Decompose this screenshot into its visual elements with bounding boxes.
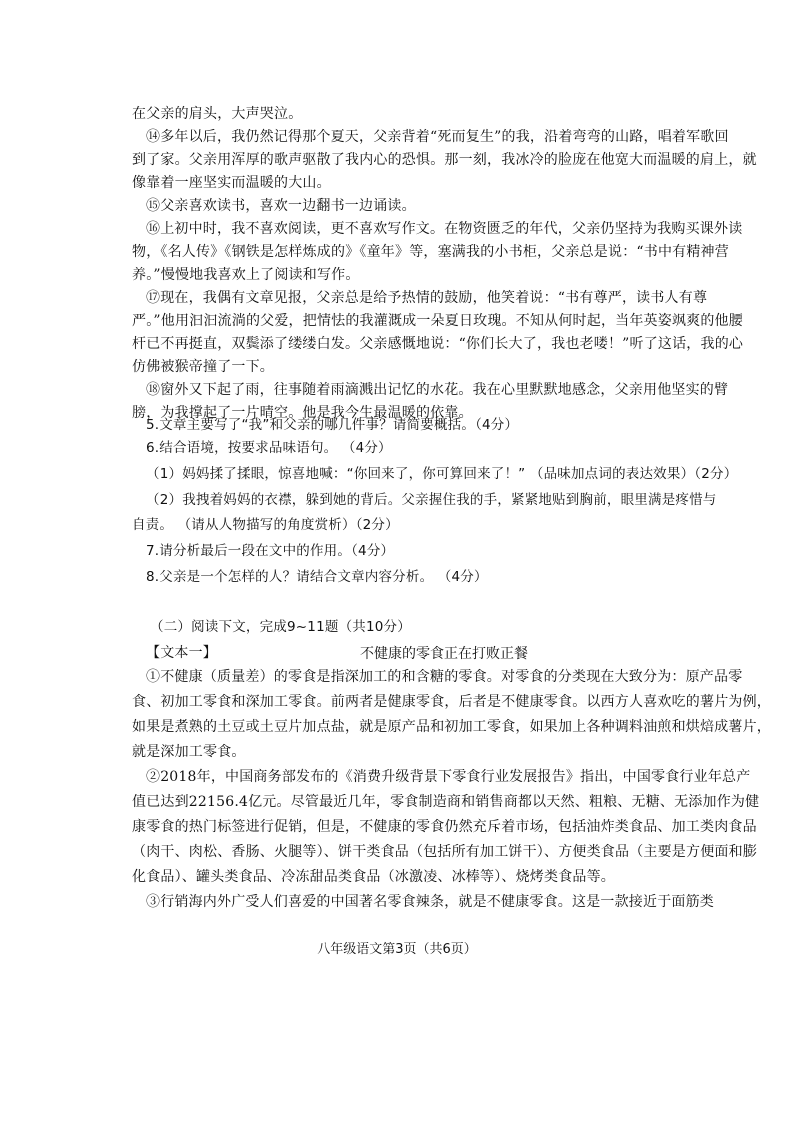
page-footer: 八年级语文第3页（共6页）: [317, 942, 477, 957]
passage1-line: 像靠着一座坚实而温暖的大山。: [132, 175, 331, 191]
question-7: 7.请分析最后一段在文中的作用。（4分）: [146, 543, 395, 559]
passage2-line: 就是深加工零食。: [132, 744, 246, 760]
passage1-line: ⑭多年以后，我仍然记得那个夏天，父亲背着“死而复生”的我，沿着弯弯的山路，唱着军歌回: [146, 129, 729, 145]
passage1-line: ⑮父亲喜欢读书，喜欢一边翻书一边诵读。: [146, 198, 416, 214]
question-6-2-cont: 自责。 （请从人物描写的角度赏析）（2分）: [132, 517, 399, 533]
passage2-line: 如果是煮熟的土豆或土豆片加点盐，就是原产品和初加工零食，如果加上各种调料油煎和烘焙成薯片，: [132, 719, 771, 735]
question-6-1: （1）妈妈揉了揉眼，惊喜地喊：“你回来了，你可算回来了！” （品味加点词的表达效果）（2分）: [146, 466, 738, 482]
passage1-line: 杆已不再挺直，双鬓添了缕缕白发。父亲感慨地说：“你们长大了，我也老喽！”听了这话，我的心: [132, 336, 744, 352]
question-5: 5.文章主要写了“我”和父亲的哪几件事？请简要概括。（4分）: [146, 417, 519, 433]
question-8: 8.父亲是一个怎样的人？请结合文章内容分析。 （4分）: [146, 569, 488, 585]
passage2-line: 食、初加工零食和深加工零食。前两者是健康零食，后者是不健康零食。以西方人喜欢吃的薯片为例，: [132, 694, 771, 710]
passage2-line: ①不健康（质量差）的零食是指深加工的和含糖的零食。对零食的分类现在大致分为：原产品零: [146, 669, 743, 685]
section-heading: （二）阅读下文，完成9~11题（共10分）: [150, 619, 411, 635]
passage2-line: 化食品）、罐头类食品、冷冻甜品类食品（冰激凌、冰棒等）、烧烤类食品等。: [132, 869, 615, 885]
passage1-line: 严。”他用汩汩流淌的父爱，把情怯的我灌溉成一朵夏日玫瑰。不知从何时起，当年英姿飒爽的他腰: [132, 313, 743, 329]
question-6-2: （2）我拽着妈妈的衣襟，躲到她的背后。父亲握住我的手，紧紧地贴到胸前，眼里满是疼惜与: [146, 492, 717, 508]
passage2-line: ③行销海内外广受人们喜爱的中国著名零食辣条，就是不健康零食。这是一款接近于面筋类: [146, 894, 714, 910]
passage2-line: ②2018年，中国商务部发布的《消费升级背景下零食行业发展报告》指出，中国零食行业年总产: [146, 769, 751, 785]
text-label: 【文本一】: [146, 645, 217, 661]
passage1-line: 在父亲的肩头，大声哭泣。: [132, 106, 303, 122]
passage1-line: 养。”慢慢地我喜欢上了阅读和写作。: [132, 267, 360, 283]
passage1-line: 到了家。父亲用浑厚的歌声驱散了我内心的恐惧。那一刻，我冰冷的脸庞在他宽大而温暖的肩上，就: [132, 152, 757, 168]
passage2-line: 康零食的热门标签进行促销，但是，不健康的零食仍然充斥着市场，包括油炸类食品、加工类肉食品: [132, 819, 757, 835]
passage1-line: 物，《名人传》《钢铁是怎样炼成的》《童年》等，塞满我的小书柜，父亲总是说：“书中有精神营: [132, 244, 729, 260]
passage2-line: （肉干、肉松、香肠、火腿等）、饼干类食品（包括所有加工饼干）、方便类食品（主要是方便面和膨: [132, 844, 757, 860]
passage1-line: ⑱窗外又下起了雨，往事随着雨滴溅出记忆的水花。我在心里默默地感念，父亲用他坚实的臂: [146, 382, 729, 398]
question-6: 6.结合语境，按要求品味语句。 （4分）: [146, 440, 392, 456]
passage1-line: 膀，为我撑起了一片晴空。他是我今生最温暖的依靠。: [132, 405, 473, 421]
passage2-line: 值已达到22156.4亿元。尽管最近几年，零食制造商和销售商都以天然、粗粮、无糖、无添加作为健: [132, 794, 760, 810]
passage1-line: 仿佛被猴帝撞了一下。: [132, 359, 274, 375]
passage1-line: ⑰现在，我偶有文章见报，父亲总是给予热情的鼓励，他笑着说：“书有尊严，读书人有尊: [146, 290, 708, 306]
passage1-line: ⑯上初中时，我不喜欢阅读，更不喜欢写作文。在物资匮乏的年代，父亲仍坚持为我购买课外读: [146, 221, 743, 237]
article-title: 不健康的零食正在打败正餐: [360, 646, 528, 662]
